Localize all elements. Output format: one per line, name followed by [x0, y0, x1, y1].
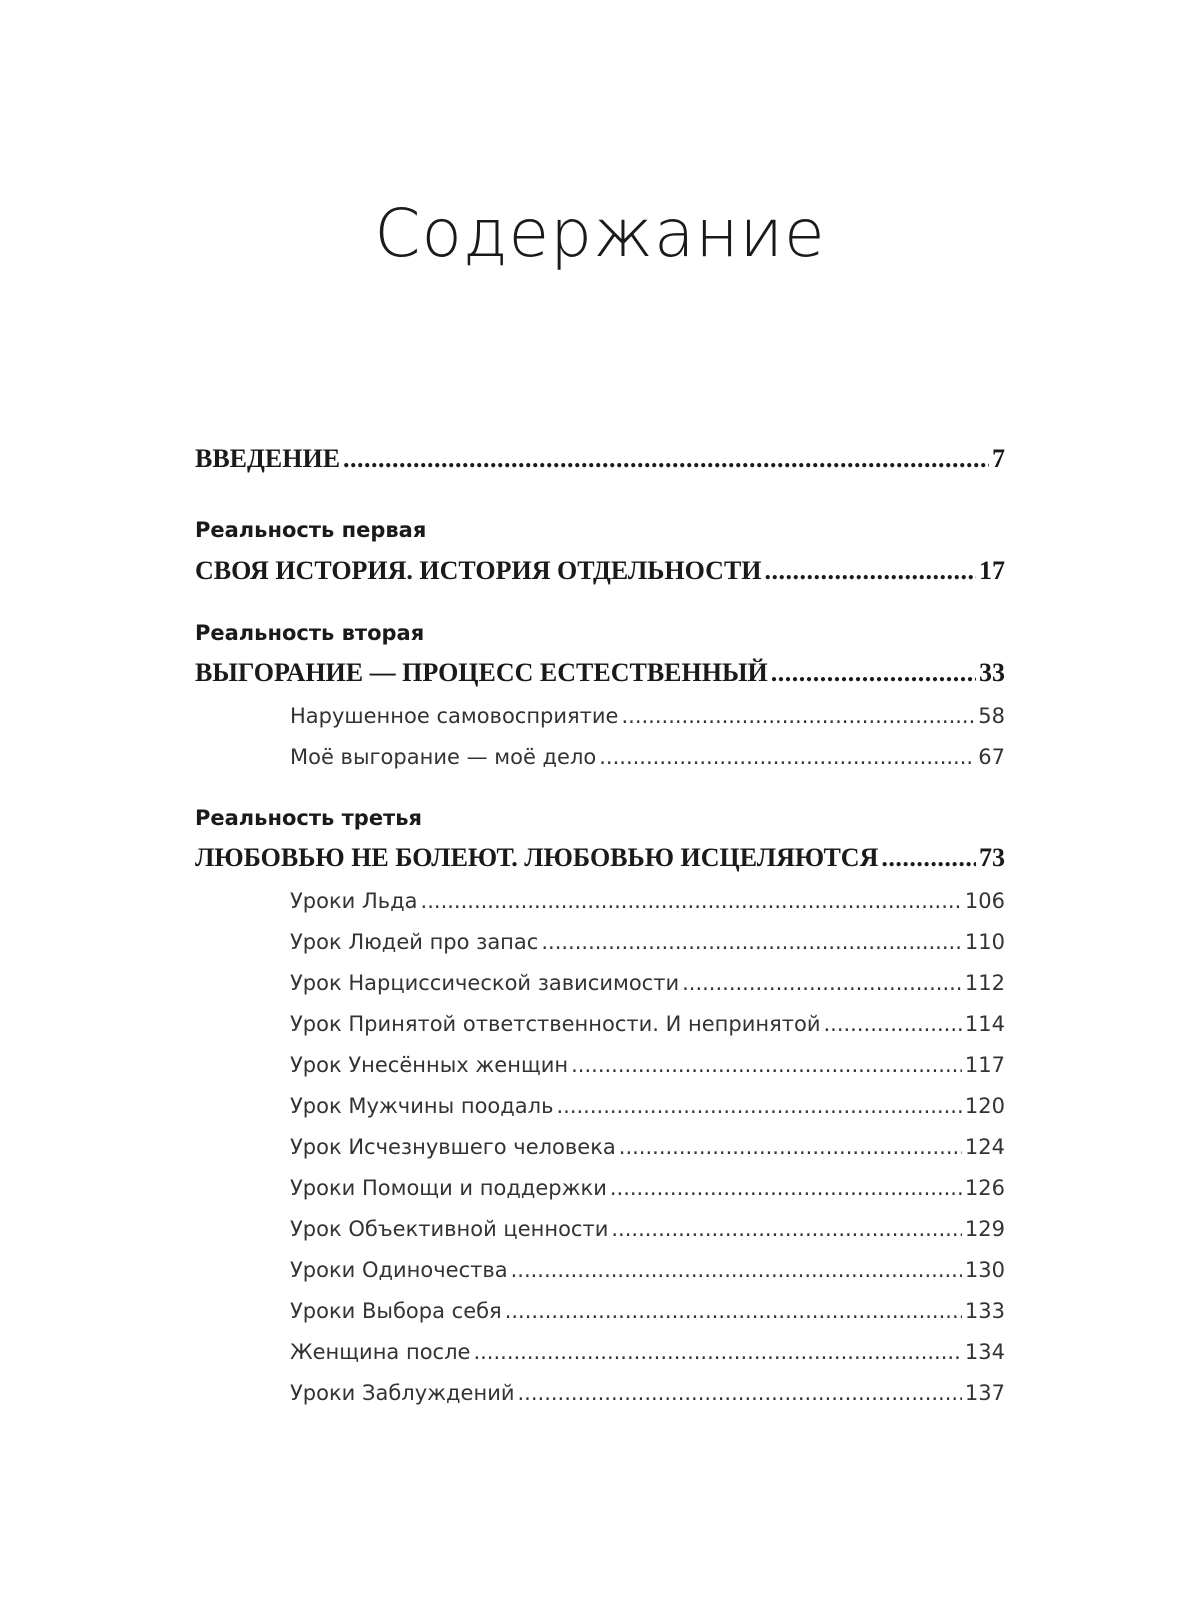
dot-leader	[823, 1008, 961, 1040]
toc-entry-label: ЛЮБОВЬЮ НЕ БОЛЕЮТ. ЛЮБОВЬЮ ИСЦЕЛЯЮТСЯ	[195, 843, 879, 872]
toc-entry-chapter-1[interactable]	[195, 554, 1005, 588]
toc-entry-page: 114	[964, 1012, 1005, 1036]
toc-entry-label: Нарушенное самовосприятие	[290, 704, 619, 728]
toc-entry-label: Урок Объективной ценности	[290, 1217, 609, 1241]
toc-entry-page: 130	[964, 1258, 1005, 1282]
dot-leader	[881, 841, 976, 875]
dot-leader	[765, 554, 976, 588]
toc-subentry[interactable]	[290, 1295, 1005, 1327]
toc-entry-page: 106	[964, 889, 1005, 913]
toc-entry-label: Урок Унесённых женщин	[290, 1053, 569, 1077]
toc-entry-page: 133	[964, 1299, 1005, 1323]
toc-subentry[interactable]	[290, 741, 1005, 773]
toc-entry-page: 73	[979, 843, 1005, 872]
dot-leader	[771, 656, 976, 690]
toc-entry-label: Моё выгорание — моё дело	[290, 745, 597, 769]
toc-subentry[interactable]	[290, 1213, 1005, 1245]
toc-subentry[interactable]	[290, 1090, 1005, 1122]
dot-leader	[610, 1172, 962, 1204]
toc-entry-page: 137	[964, 1381, 1005, 1405]
dot-leader	[599, 741, 975, 773]
toc-entry-label: Уроки Одиночества	[290, 1258, 508, 1282]
toc-entry-page: 67	[978, 745, 1005, 769]
toc-entry-page: 58	[978, 704, 1005, 728]
dot-leader	[619, 1131, 962, 1163]
toc-subentry[interactable]	[290, 1008, 1005, 1040]
dot-leader	[682, 967, 962, 999]
toc-entry-page: 110	[964, 930, 1005, 954]
toc-entry-page: 120	[964, 1094, 1005, 1118]
toc-entry-page: 134	[964, 1340, 1005, 1364]
dot-leader	[611, 1213, 962, 1245]
toc-entry-label: Уроки Выбора себя	[290, 1299, 502, 1323]
dot-leader	[518, 1377, 962, 1409]
toc-entry-label: Урок Принятой ответственности. И непринятой	[290, 1012, 821, 1036]
dot-leader	[421, 885, 962, 917]
toc-entry-label: Урок Исчезнувшего человека	[290, 1135, 616, 1159]
dot-leader	[571, 1049, 962, 1081]
page-title: Содержание	[374, 195, 826, 273]
toc-subentry[interactable]	[290, 967, 1005, 999]
toc-subentry[interactable]	[290, 1336, 1005, 1368]
toc-entry-intro[interactable]	[195, 442, 1005, 476]
toc-subentry[interactable]	[290, 1131, 1005, 1163]
toc-subentry[interactable]	[290, 1254, 1005, 1286]
dot-leader	[511, 1254, 962, 1286]
toc-entry-label: ВВЕДЕНИЕ	[195, 444, 341, 473]
toc-subentry[interactable]	[290, 700, 1005, 732]
toc-entry-page: 33	[979, 658, 1005, 687]
toc-entry-label: Женщина после	[290, 1340, 471, 1364]
toc-entry-label: Урок Нарциссической зависимости	[290, 971, 680, 995]
toc-subentry[interactable]	[290, 1049, 1005, 1081]
toc-subentry[interactable]	[290, 885, 1005, 917]
toc-subentry[interactable]	[290, 1377, 1005, 1409]
toc-entry-page: 112	[964, 971, 1005, 995]
toc-entry-page: 17	[979, 556, 1005, 585]
dot-leader	[541, 926, 962, 958]
toc-entry-label: Уроки Заблуждений	[290, 1381, 515, 1405]
toc-entry-page: 126	[964, 1176, 1005, 1200]
toc-entry-page: 124	[964, 1135, 1005, 1159]
dot-leader	[343, 442, 989, 476]
toc-entry-page: 7	[992, 444, 1005, 473]
toc-entry-label: Урок Мужчины поодаль	[290, 1094, 554, 1118]
toc-entry-label: Урок Людей про запас	[290, 930, 539, 954]
toc-entry-label: СВОЯ ИСТОРИЯ. ИСТОРИЯ ОТДЕЛЬНОСТИ	[195, 556, 762, 585]
dot-leader	[505, 1295, 962, 1327]
toc-entry-label: ВЫГОРАНИЕ — ПРОЦЕСС ЕСТЕСТВЕННЫЙ	[195, 658, 768, 687]
toc-entry-label: Уроки Льда	[290, 889, 418, 913]
toc-entry-page: 129	[964, 1217, 1005, 1241]
dot-leader	[473, 1336, 961, 1368]
toc-entry-page: 117	[964, 1053, 1005, 1077]
toc-entry-chapter-3[interactable]	[195, 841, 1005, 875]
section-heading-reality-1: Реальность первая	[195, 518, 427, 542]
toc-entry-chapter-2[interactable]	[195, 656, 1005, 690]
section-heading-reality-2: Реальность вторая	[195, 621, 425, 645]
dot-leader	[556, 1090, 961, 1122]
toc-subentry[interactable]	[290, 926, 1005, 958]
dot-leader	[621, 700, 975, 732]
toc-entry-label: Уроки Помощи и поддержки	[290, 1176, 607, 1200]
section-heading-reality-3: Реальность третья	[195, 806, 422, 830]
toc-subentry[interactable]	[290, 1172, 1005, 1204]
